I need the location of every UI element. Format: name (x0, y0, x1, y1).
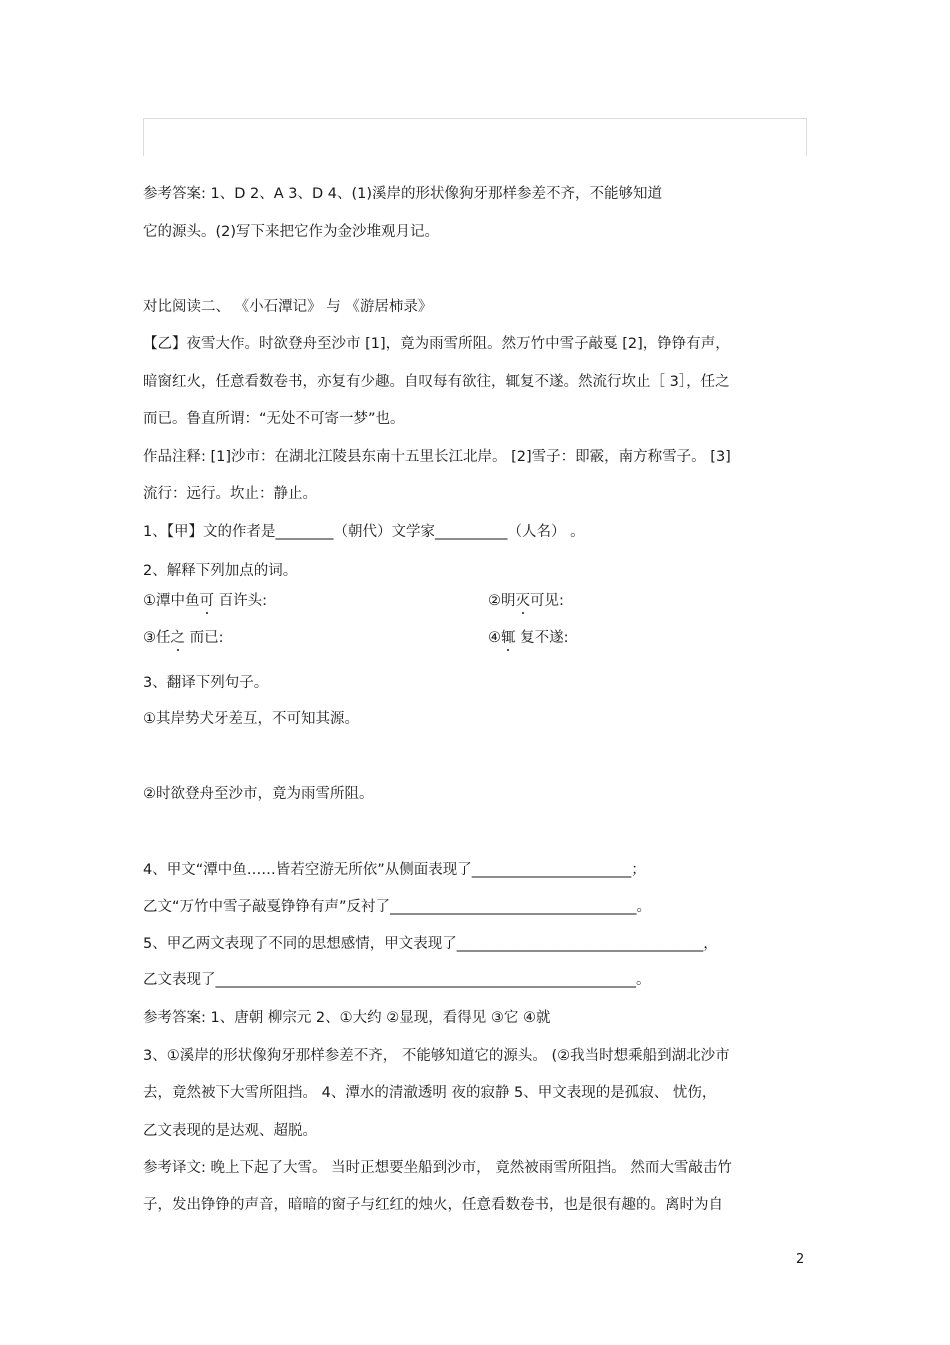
answer-1-line-2: 它的源头。(2)写下来把它作为金沙堆观月记。 (143, 224, 440, 240)
question-5-line-2: 乙文表现了__________________________________________________________。 (143, 972, 651, 988)
top-frame (143, 118, 807, 156)
translation-line-2: 子，发出铮铮的声音，暗暗的窗子与红红的烛火，任意看数卷书，也是很有趣的。离时为自 (143, 1197, 723, 1213)
q2-item-1: ①潭中鱼可 百许头: (143, 593, 267, 609)
question-5-line-1: 5、甲乙两文表现了不同的思想感情，甲文表现了__________________________________， (143, 936, 718, 952)
dotted-char: 之 (170, 630, 185, 646)
notes-line-2: 流行：远行。坎止：静止。 (143, 486, 317, 502)
section-title: 对比阅读二、 《小石潭记》 与 《游居柿录》 (143, 299, 433, 315)
dotted-char: 可 (199, 593, 214, 609)
answer-2-line-1: 参考答案: 1、唐朝 柳宗元 2、①大约 ②显现，看得见 ③它 ④就 (143, 1010, 551, 1026)
question-3: 3、翻译下列句子。 (143, 675, 269, 691)
question-2: 2、解释下列加点的词。 (143, 563, 298, 579)
q2-item-3: ③任之 而已: (143, 630, 224, 646)
answer-2-line-2: 3、①溪岸的形状像狗牙那样参差不齐， 不能够知道它的源头。 (②我当时想乘船到湖北沙市 (143, 1048, 730, 1064)
page-number: 2 (796, 1252, 805, 1267)
answer-1-line-1: 参考答案: 1、D 2、A 3、D 4、(1)溪岸的形状像狗牙那样参差不齐，不能够知道 (143, 186, 663, 202)
passage-line-2: 暗窗红火，任意看数卷书，亦复有少趣。自叹每有欲往，辄复不遂。然流行坎止［ 3］，任之 (143, 374, 730, 390)
translation-line-1: 参考译文: 晚上下起了大雪。 当时正想要坐船到沙市， 竟然被雨雪所阻挡。 然而大雪敲击竹 (143, 1160, 732, 1176)
dotted-char: 灭 (515, 593, 530, 609)
answer-2-line-4: 乙文表现的是达观、超脱。 (143, 1123, 317, 1139)
q2-item-2: ②明灭可见: (488, 593, 564, 609)
question-4-line-1: 4、甲文“潭中鱼……皆若空游无所依”从侧面表现了______________________； (143, 862, 646, 878)
q2-item-4: ④辄 复不遂: (488, 630, 569, 646)
question-1: 1、【甲】文的作者是________（朝代）文学家__________（人名） 。 (143, 524, 585, 540)
q3-sentence-2: ②时欲登舟至沙市，竟为雨雪所阻。 (143, 786, 374, 802)
dotted-char: 辄 (501, 630, 516, 646)
passage-line-3: 而已。鲁直所谓：“无处不可寄一梦”也。 (143, 411, 405, 427)
passage-line-1: 【乙】夜雪大作。时欲登舟至沙市 [1]，竟为雨雪所阻。然万竹中雪子敲戛 [2]，铮铮有声， (143, 336, 730, 352)
notes-line-1: 作品注释: [1]沙市：在湖北江陵县东南十五里长江北岸。 [2]雪子：即霰，南方称雪子。 [3] (143, 449, 731, 465)
q3-sentence-1: ①其岸势犬牙差互，不可知其源。 (143, 711, 359, 727)
question-4-line-2: 乙文“万竹中雪子敲戛铮铮有声”反衬了__________________________________。 (143, 899, 652, 915)
answer-2-line-3: 去，竟然被下大雪所阻挡。 4、潭水的清澈透明 夜的寂静 5、甲文表现的是孤寂、 忧伤， (143, 1085, 717, 1101)
